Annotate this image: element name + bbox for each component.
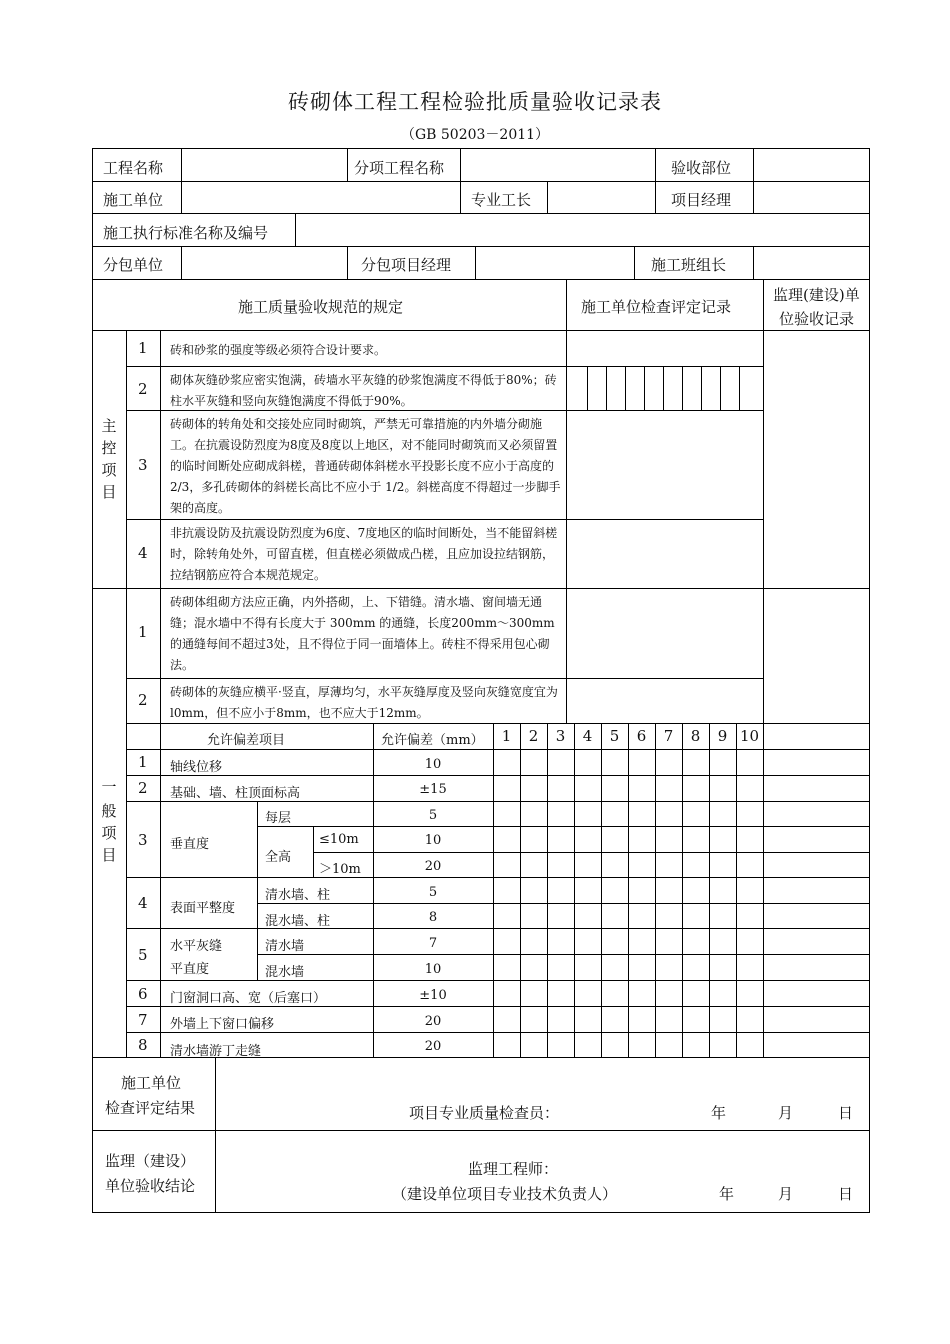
- deviation-row-no: 3: [138, 831, 148, 849]
- general-items-label: 一 般 项 目: [101, 778, 117, 864]
- supervision-column-header-1: 监理(建设)单: [773, 286, 860, 304]
- deviation-row-value: 20: [424, 859, 442, 874]
- point-number: 2: [528, 727, 539, 745]
- deviation-row-no: 2: [138, 779, 148, 797]
- team-leader-label: 施工班组长: [651, 256, 727, 274]
- standard-code: （GB 50203－2011）: [400, 127, 550, 143]
- supervision-result-label-1: 监理（建设）: [105, 1152, 196, 1170]
- point-number: 9: [717, 727, 728, 745]
- standard-name-label: 施工执行标准名称及编号: [103, 224, 269, 242]
- spec-column-header: 施工质量验收规范的规定: [238, 298, 404, 316]
- deviation-row-value: ±15: [419, 782, 447, 797]
- deviation-row-name: 垂直度: [170, 837, 210, 852]
- deviation-row-name-line1: 水平灰缝: [170, 939, 223, 954]
- deviation-row-value: ±10: [419, 988, 447, 1003]
- deviation-row-no: 7: [138, 1011, 148, 1029]
- deviation-sub-label: 清水墙: [265, 939, 305, 954]
- sub-pm-label: 分包项目经理: [361, 256, 452, 274]
- point-number: 5: [609, 727, 620, 745]
- construction-unit-label: 施工单位: [103, 191, 164, 209]
- point-number: 6: [636, 727, 647, 745]
- deviation-row-value: 20: [424, 1014, 442, 1029]
- deviation-row-no: 6: [138, 985, 148, 1003]
- deviation-row-value: 20: [424, 1039, 442, 1054]
- deviation-row-no: 5: [138, 946, 148, 964]
- construction-result-label-2: 检查评定结果: [105, 1099, 196, 1117]
- main-item-text: 砖砌体的转角处和交接处应同时砌筑，严禁无可靠措施的内外墙分砌施工。在抗震设防烈度为8度及8度以上地区，对不能同时砌筑而又必须留置的临时间断处应砌成斜槎，普通砖砌体斜槎水平投影长度不应小于高度的 2/3，多孔砖砌体的斜槎长高比不应小于 1/2。斜槎高度不得超过一步脚手架的高度。: [170, 417, 561, 515]
- year-label: 年: [711, 1104, 727, 1122]
- point-number: 1: [501, 727, 512, 745]
- construction-result-label-1: 施工单位: [121, 1074, 182, 1092]
- sub-project-label: 分项工程名称: [354, 159, 445, 177]
- construction-tech-lead-label: （建设单位项目专业技术负责人）: [392, 1185, 618, 1203]
- main-item-text: 砌体灰缝砂浆应密实饱满，砖墙水平灰缝的砂浆饱满度不得低于80%；砖柱水平灰缝和竖向灰缝饱满度不得低于90%。: [170, 373, 557, 408]
- general-item-text: 砖砌体的灰缝应横平·竖直，厚薄均匀，水平灰缝厚度及竖向灰缝宽度宜为l0mm，但不应小于8mm，也不应大于12mm。: [170, 685, 558, 720]
- deviation-sub-label: 混水墙: [265, 965, 305, 980]
- deviation-row-name: 门窗洞口高、宽（后塞口）: [170, 991, 327, 1006]
- acceptance-part-label: 验收部位: [671, 159, 732, 177]
- main-item-no: 1: [138, 339, 148, 357]
- deviation-sub-label: 清水墙、柱: [265, 888, 331, 903]
- supervising-engineer-label: 监理工程师：: [468, 1160, 559, 1178]
- deviation-row-value: 7: [428, 936, 438, 951]
- deviation-row-name: 外墙上下窗口偏移: [170, 1017, 275, 1032]
- main-item-text: 砖和砂浆的强度等级必须符合设计要求。: [170, 343, 387, 357]
- day-label: 日: [838, 1104, 854, 1122]
- deviation-sub-cond: ＞10m: [319, 862, 361, 877]
- day-label: 日: [838, 1185, 854, 1203]
- page-title: 砖砌体工程工程检验批质量验收记录表: [288, 90, 662, 114]
- main-item-text: 非抗震设防及抗震设防烈度为6度、7度地区的临时间断处，当不能留斜槎时，除转角处外，可留直槎，但直槎必须做成凸槎，且应加设拉结钢筋，拉结钢筋应符合本规范规定。: [170, 526, 558, 582]
- subcontractor-label: 分包单位: [103, 256, 164, 274]
- point-number: 8: [690, 727, 701, 745]
- deviation-row-value: 10: [424, 962, 442, 977]
- deviation-row-name: 表面平整度: [170, 901, 236, 916]
- deviation-row-value: 10: [424, 833, 442, 848]
- deviation-row-name-line2: 平直度: [170, 962, 210, 977]
- deviation-sub-label: 全高: [265, 850, 292, 865]
- project-name-label: 工程名称: [103, 159, 164, 177]
- month-label: 月: [778, 1185, 794, 1203]
- main-item-no: 4: [138, 544, 148, 562]
- deviation-row-value: 5: [428, 808, 438, 823]
- deviation-row-name: 轴线位移: [170, 760, 223, 775]
- quality-inspector-label: 项目专业质量检查员：: [409, 1104, 560, 1122]
- deviation-value-header: 允许偏差（mm）: [381, 733, 484, 748]
- point-number: 4: [582, 727, 593, 745]
- check-column-header: 施工单位检查评定记录: [581, 298, 732, 316]
- year-label: 年: [719, 1185, 735, 1203]
- project-manager-label: 项目经理: [671, 191, 732, 209]
- deviation-row-name: 清水墙游丁走缝: [170, 1044, 262, 1059]
- deviation-row-value: 8: [428, 910, 438, 925]
- supervision-result-label-2: 单位验收结论: [105, 1177, 196, 1195]
- main-item-no: 2: [138, 380, 148, 398]
- general-item-no: 1: [138, 623, 148, 641]
- supervision-column-header-2: 位验收记录: [779, 310, 855, 328]
- main-items-label: 主 控 项 目: [101, 417, 117, 501]
- general-item-no: 2: [138, 691, 148, 709]
- deviation-item-header: 允许偏差项目: [207, 733, 286, 748]
- general-item-text: 砖砌体组砌方法应正确，内外搭砌，上、下错缝。清水墙、窗间墙无通缝；混水墙中不得有长度大于 300mm 的通缝，长度200mm～300mm的通缝每间不超过3处，且不得位于同一面墙体上。砖柱不得采用包心砌法。: [170, 595, 555, 672]
- deviation-row-no: 4: [138, 894, 148, 912]
- deviation-sub-label: 混水墙、柱: [265, 914, 331, 929]
- deviation-sub-cond: ≤10m: [319, 832, 359, 847]
- deviation-row-name: 基础、墙、柱顶面标高: [170, 786, 301, 801]
- point-number: 3: [555, 727, 566, 745]
- deviation-row-no: 8: [138, 1036, 148, 1054]
- main-item-no: 3: [138, 456, 148, 474]
- deviation-row-no: 1: [138, 753, 148, 771]
- deviation-row-value: 5: [428, 885, 438, 900]
- specialty-foreman-label: 专业工长: [471, 191, 532, 209]
- point-number: 7: [663, 727, 674, 745]
- deviation-sub-label: 每层: [265, 811, 292, 826]
- deviation-row-value: 10: [424, 757, 442, 772]
- point-number: 10: [739, 727, 760, 745]
- month-label: 月: [778, 1104, 794, 1122]
